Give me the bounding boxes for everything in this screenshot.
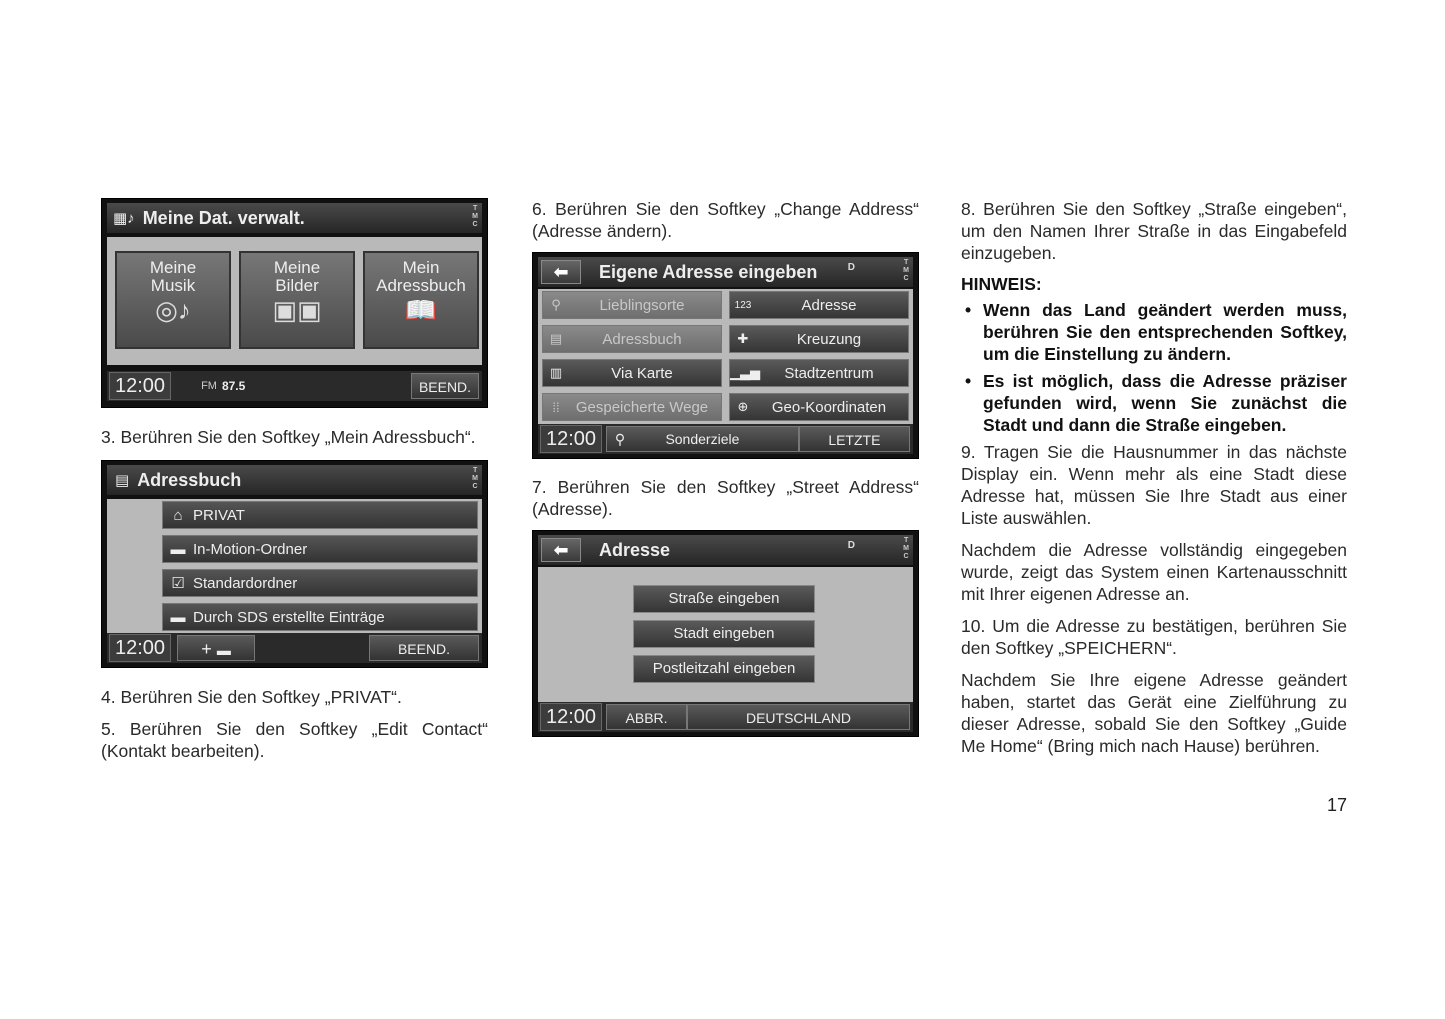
step-8-text: 8. Berühren Sie den Softkey „Straße eingeben“, um den Namen Ihrer Straße in das Eingabefeld einzugeben. [961, 199, 1347, 263]
favorites-button[interactable] [542, 291, 722, 319]
city-skyline-icon: ▁▃▅ [730, 365, 760, 380]
list-item-sds[interactable] [162, 603, 478, 631]
screen-bottom-bar [107, 633, 482, 663]
last-destinations-button[interactable]: LETZTE [799, 426, 910, 452]
cancel-button[interactable]: ABBR. [606, 704, 687, 730]
step-6-text: 6. Berühren Sie den Softkey „Change Address“ (Adresse ändern). [532, 199, 919, 241]
add-folder-button[interactable] [177, 635, 255, 661]
intersection-button[interactable] [729, 325, 909, 353]
geo-coordinates-button[interactable] [729, 393, 909, 421]
screen-bottom-bar [538, 702, 913, 732]
list-item-label: In-Motion-Ordner [193, 540, 308, 558]
folder-icon: ▬ [170, 540, 186, 558]
step-3-text: 3. Berühren Sie den Softkey „Mein Adressbuch“. [101, 427, 476, 447]
intersection-label: Kreuzung [796, 330, 862, 348]
paragraph-guide-me-home: Nachdem Sie Ihre eigene Adresse geändert haben, startet das Gerät eine Zielführung zu dieser Adresse, sobald Sie den Softkey „Guide Me Home“ (Bring mich nach Hause) berühren. [961, 670, 1347, 756]
screen-title-bar [107, 465, 482, 495]
step-10-text: 10. Um die Adresse zu bestätigen, berühren Sie den Softkey „SPEICHERN“. [961, 616, 1347, 658]
favorites-label: Lieblingsorte [599, 296, 685, 314]
my-music-button[interactable] [115, 251, 231, 349]
list-item-privat[interactable] [162, 501, 478, 529]
note-text: Wenn das Land geändert werden muss, berühren Sie den entsprechenden Softkey, um die Einstellung zu ändern. [983, 300, 1347, 364]
tmc-indicator: T M C [472, 205, 478, 228]
address-button[interactable] [729, 291, 909, 319]
step-5-text: 5. Berühren Sie den Softkey „Edit Contact“ (Kontakt bearbeiten). [101, 719, 488, 761]
addressbook-label: Adressbuch [602, 330, 682, 348]
book-icon: ▤ [549, 331, 563, 346]
via-map-label: Via Karte [611, 364, 673, 382]
screen-address [532, 530, 919, 737]
screen-title: Meine Dat. verwalt. [142, 207, 305, 228]
tmc-indicator: T M C [903, 259, 909, 282]
end-button[interactable]: BEEND. [369, 635, 479, 661]
country-button[interactable]: DEUTSCHLAND [687, 704, 910, 730]
city-center-button[interactable] [729, 359, 909, 387]
geo-coordinates-label: Geo-Koordinaten [771, 398, 887, 416]
screen-title-bar [107, 203, 482, 233]
page-number: 17 [1326, 795, 1347, 815]
music-cd-icon: ◎♪ [155, 295, 191, 325]
my-addressbook-label: Mein Adressbuch [376, 258, 466, 295]
screen-body [538, 567, 913, 702]
city-center-label: Stadtzentrum [784, 364, 874, 382]
enter-street-button[interactable]: Straße eingeben [633, 585, 815, 613]
home-icon: ⌂ [173, 506, 183, 524]
tmc-indicator: T M C [903, 537, 909, 560]
tmc-indicator: T M C [472, 467, 478, 490]
magnifier-pin-icon: ⚲ [551, 297, 561, 312]
note-item [961, 299, 1347, 365]
note-title: HINWEIS: [961, 274, 1042, 294]
list-item-label: PRIVAT [193, 506, 245, 524]
step-4-text: 4. Berühren Sie den Softkey „PRIVAT“. [101, 687, 402, 707]
screen-bottom-bar [107, 371, 482, 401]
screen-title: Eigene Adresse eingeben [599, 261, 818, 282]
screen-body [107, 499, 482, 633]
paragraph-map-view: Nachdem die Adresse vollständig eingegeben wurde, zeigt das System einen Kartenausschnitt mit Ihrer eigenen Adresse an. [961, 540, 1347, 604]
intersection-icon: ✚ [737, 331, 749, 346]
pictures-icon: ▣▣ [272, 295, 322, 325]
column-2 [532, 198, 919, 737]
bullet: • [965, 371, 972, 391]
addressbook-button[interactable] [542, 325, 722, 353]
poi-label: Sonderziele [665, 431, 740, 447]
note-text: Es ist möglich, dass die Adresse präziser gefunden wird, wenn Sie zunächst die Stadt und dann die Straße eingeben. [983, 371, 1347, 435]
radio-frequency: 87.5 [221, 379, 246, 393]
screen-body [538, 289, 913, 424]
clock: 12:00 [540, 425, 602, 453]
saved-routes-label: Gespeicherte Wege [575, 398, 709, 416]
checked-folder-icon: ☑ [171, 575, 185, 592]
address-label: Adresse [801, 296, 857, 314]
screen-title-bar [538, 257, 913, 287]
step-9-text: 9. Tragen Sie die Hausnummer in das nächste Display ein. Wenn mehr als eine Stadt diese Adresse hat, müssen Sie Ihre Stadt aus einer Liste auswählen. [961, 442, 1347, 528]
poi-button[interactable] [606, 426, 799, 452]
note-item [961, 370, 1347, 436]
plus-icon: + [201, 639, 212, 659]
back-arrow-icon[interactable]: ⬅ [541, 260, 581, 284]
step-7-text: 7. Berühren Sie den Softkey „Street Address“ (Adresse). [532, 477, 919, 519]
open-book-icon: 📖 [404, 295, 438, 325]
clock: 12:00 [540, 703, 602, 731]
screen-bottom-bar [538, 424, 913, 454]
clock: 12:00 [109, 372, 171, 400]
map-icon: ▥ [549, 365, 563, 380]
column-3 [961, 198, 1347, 757]
radio-band: FM [201, 380, 217, 392]
back-arrow-icon[interactable]: ⬅ [541, 538, 581, 562]
my-pictures-label: Meine Bilder [273, 258, 321, 295]
media-folder-icon: ▦♪ [113, 210, 135, 227]
folder-icon: ▬ [216, 642, 231, 658]
my-music-label: Meine Musik [149, 258, 197, 295]
route-dots-icon: ⁞⁞ [552, 399, 560, 415]
compass-direction: D [847, 540, 855, 551]
screen-own-address [532, 252, 919, 459]
globe-icon: ⊕ [737, 399, 749, 414]
saved-routes-button[interactable] [542, 393, 722, 421]
my-pictures-button[interactable] [239, 251, 355, 349]
list-item-standard[interactable] [162, 569, 478, 597]
screen-title: Adressbuch [137, 469, 242, 490]
enter-postcode-button[interactable]: Postleitzahl eingeben [633, 655, 815, 683]
my-addressbook-button[interactable] [363, 251, 479, 349]
screen-addressbook [101, 460, 488, 668]
screen-title-bar [538, 535, 913, 565]
enter-city-button[interactable]: Stadt eingeben [633, 620, 815, 648]
screen-body [107, 237, 482, 365]
list-item-label: Standardordner [193, 574, 298, 592]
screen-title: Adresse [599, 539, 671, 560]
column-1 [101, 198, 488, 762]
end-button[interactable]: BEEND. [411, 373, 479, 399]
list-item-label: Durch SDS erstellte Einträge [193, 608, 385, 626]
poi-search-icon: ⚲ [614, 431, 626, 447]
screen-manage-data [101, 198, 488, 408]
via-map-button[interactable] [542, 359, 722, 387]
number-keypad-icon: 123 [734, 299, 752, 311]
clock: 12:00 [109, 634, 171, 662]
addressbook-icon: ▤ [115, 472, 130, 489]
folder-icon: ▬ [170, 608, 186, 626]
bullet: • [965, 300, 972, 320]
compass-direction: D [847, 262, 855, 273]
note-list [961, 299, 1347, 436]
list-item-in-motion[interactable] [162, 535, 478, 563]
